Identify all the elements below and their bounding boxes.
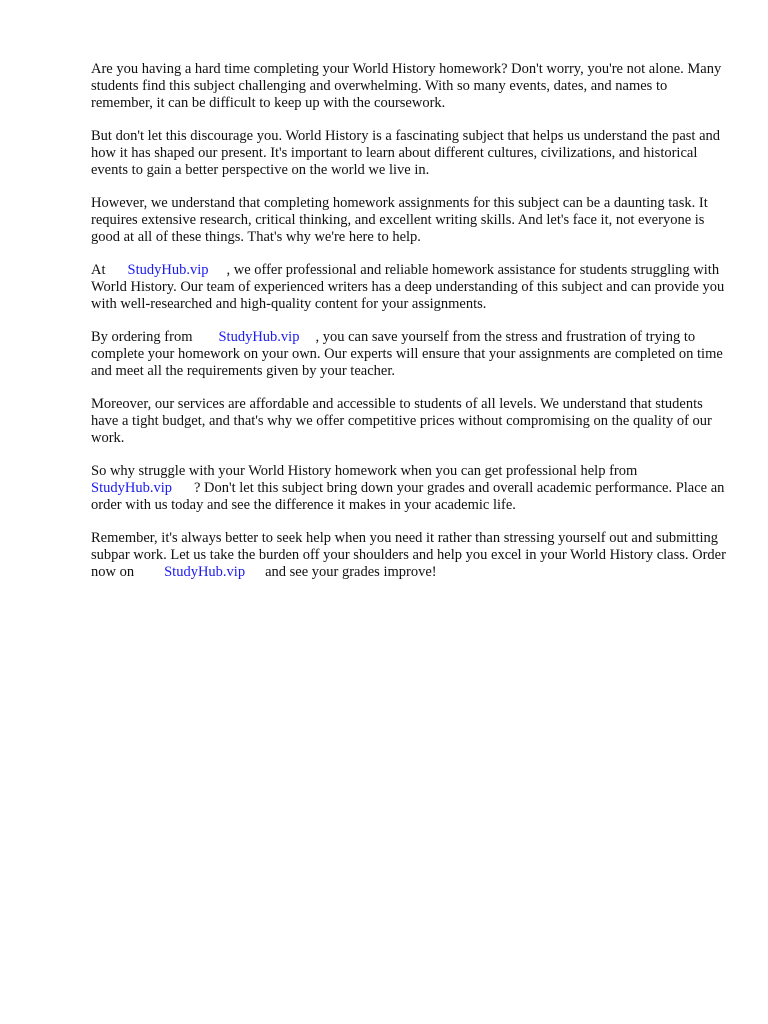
studyhub-link[interactable]: StudyHub.vip xyxy=(127,262,209,278)
paragraph-intro xyxy=(91,61,727,112)
paragraph-affordable-services xyxy=(91,396,727,447)
paragraph-text: By ordering from xyxy=(91,329,193,345)
paragraph-service-offer xyxy=(91,262,727,313)
paragraph-text: But don't let this discourage you. World History is a fascinating subject that helps us understand the past and how it has shaped our present. It's important to learn about different cultures, civilizations, and historical events to gain a better perspective on the world we live in. xyxy=(91,128,721,178)
paragraph-text: Are you having a hard time completing your World History homework? Don't worry, you're not alone. Many students find this subject challenging and overwhelming. With so many events, dates, and names to remember, it can be difficult to keep up with the coursework. xyxy=(91,61,722,111)
paragraph-text: Remember, it's always better to seek help when you need it rather than stressing yourself out and submitting subpar work. Let us take the burden off your shoulders and help you excel in your World History class. Order now on xyxy=(91,530,726,580)
paragraph-daunting-task xyxy=(91,195,727,246)
paragraph-text: , you can save yourself from the stress and frustration of trying to complete your homework on your own. Our experts will ensure that your assignments are completed on time and meet all the requirements given by your teacher. xyxy=(91,329,723,379)
paragraph-text: ? Don't let this subject bring down your grades and overall academic performance. Place an order with us today and see the difference it makes in your academic life. xyxy=(91,480,725,513)
studyhub-link[interactable]: StudyHub.vip xyxy=(91,480,172,496)
paragraph-text: So why struggle with your World History homework when you can get professional help from xyxy=(91,463,638,479)
paragraph-text: However, we understand that completing homework assignments for this subject can be a daunting task. It requires extensive research, critical thinking, and excellent writing skills. And let's face it, not everyone is good at all of these things. That's why we're here to help. xyxy=(91,195,708,245)
document-body xyxy=(91,61,727,597)
paragraph-closing xyxy=(91,530,727,581)
studyhub-link[interactable]: StudyHub.vip xyxy=(218,329,300,345)
paragraph-text: Moreover, our services are affordable and accessible to students of all levels. We understand that students have a tight budget, and that's why we offer competitive prices without compromising on the quality of our work. xyxy=(91,396,712,446)
paragraph-call-to-action xyxy=(91,463,727,514)
paragraph-text: and see your grades improve! xyxy=(265,564,437,580)
paragraph-text: , we offer professional and reliable homework assistance for students struggling with World History. Our team of experienced writers has a deep understanding of this subject and can provide you with well-researched and high-quality content for your assignments. xyxy=(91,262,725,312)
paragraph-text: At xyxy=(91,262,106,278)
paragraph-fascinating-subject xyxy=(91,128,727,179)
studyhub-link[interactable]: StudyHub.vip xyxy=(164,564,246,580)
paragraph-ordering-benefits xyxy=(91,329,727,380)
